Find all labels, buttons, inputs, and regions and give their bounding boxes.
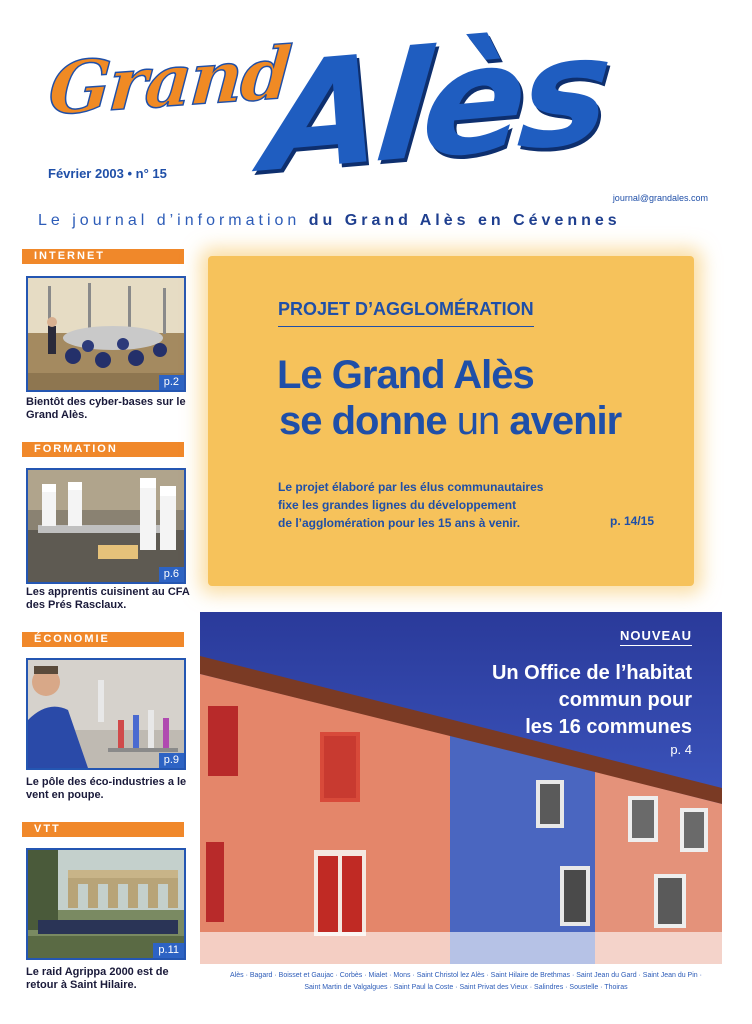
page-badge: p.9 — [159, 753, 184, 768]
caption-vtt: Le raid Agrippa 2000 est de retour à Saint Hilaire. — [26, 966, 169, 991]
project-rule — [278, 326, 534, 327]
feature-title-line-3: les 16 communes — [525, 716, 692, 738]
logo-ales: Alès — [258, 3, 613, 207]
headline-line-1: Le Grand Alès — [277, 353, 534, 397]
bike-race-photo — [28, 850, 184, 958]
summary-line-3: de l’agglomération pour les 15 ans à venir. — [278, 516, 521, 530]
logo-grand: Grand — [46, 29, 293, 132]
caption-formation: Les apprentis cuisinent au CFA des Prés Rasclaux. — [26, 586, 190, 611]
kitchen-photo — [28, 470, 184, 582]
tagline-bold: du Grand Alès en Cévennes — [308, 212, 621, 229]
project-page-ref: p. 14/15 — [610, 514, 655, 528]
section-internet: INTERNET — [22, 249, 184, 264]
feature-page-ref: p. 4 — [670, 742, 692, 757]
thumb-formation[interactable] — [26, 468, 186, 584]
thumb-economie[interactable] — [26, 658, 186, 770]
feature-title[interactable] — [492, 660, 692, 741]
caption-economie: Le pôle des éco-industries a le vent en poupe. — [26, 776, 187, 801]
project-headline[interactable] — [277, 352, 621, 444]
communes-line-1: Alès · Bagard · Boisset et Gaujac · Corbès · Mialet · Mons · Saint Christol lez Alès · Saint Hilaire de Brethmas · Saint Jean du Gard · Saint Jean du Pin · — [230, 972, 702, 979]
feature-title-line-1: Un Office de l’habitat — [491, 662, 692, 684]
headline-word-un: un — [456, 399, 500, 443]
feature-title-line-2: commun pour — [558, 689, 692, 711]
caption-internet: Bientôt des cyber-bases sur le Grand Alès. — [26, 396, 186, 421]
project-summary — [278, 478, 543, 532]
headline-word-se-donne: se donne — [279, 399, 447, 443]
feature-kicker: NOUVEAU — [620, 628, 692, 646]
thumb-internet[interactable] — [26, 276, 186, 392]
summary-line-1: Le projet élaboré par les élus communautaires — [278, 480, 544, 494]
thumb-vtt[interactable] — [26, 848, 186, 960]
email-link[interactable]: journal@grandales.com — [612, 193, 708, 203]
page-badge: p.2 — [159, 375, 184, 390]
tagline-light: Le journal d’information — [38, 212, 301, 229]
section-vtt: VTT — [22, 822, 184, 837]
section-economie: ÉCONOMIE — [22, 632, 184, 647]
section-formation: FORMATION — [22, 442, 184, 457]
issue-date: Février 2003 • n° 15 — [48, 166, 167, 181]
page-badge: p.11 — [153, 943, 184, 958]
headline-word-avenir: avenir — [509, 399, 622, 443]
cyber-room-photo — [28, 278, 184, 390]
headline-line-2 — [277, 398, 621, 444]
communes-list — [206, 970, 726, 994]
summary-line-2: fixe les grandes lignes du développement — [278, 498, 517, 512]
lab-photo — [28, 660, 184, 768]
communes-line-2: Saint Martin de Valgalgues · Saint Paul la Coste · Saint Privat des Vieux · Salindres · Soustelle · Thoiras — [304, 984, 628, 991]
project-label: PROJET D’AGGLOMÉRATION — [278, 299, 534, 319]
tagline — [38, 212, 621, 230]
page-badge: p.6 — [159, 567, 184, 582]
